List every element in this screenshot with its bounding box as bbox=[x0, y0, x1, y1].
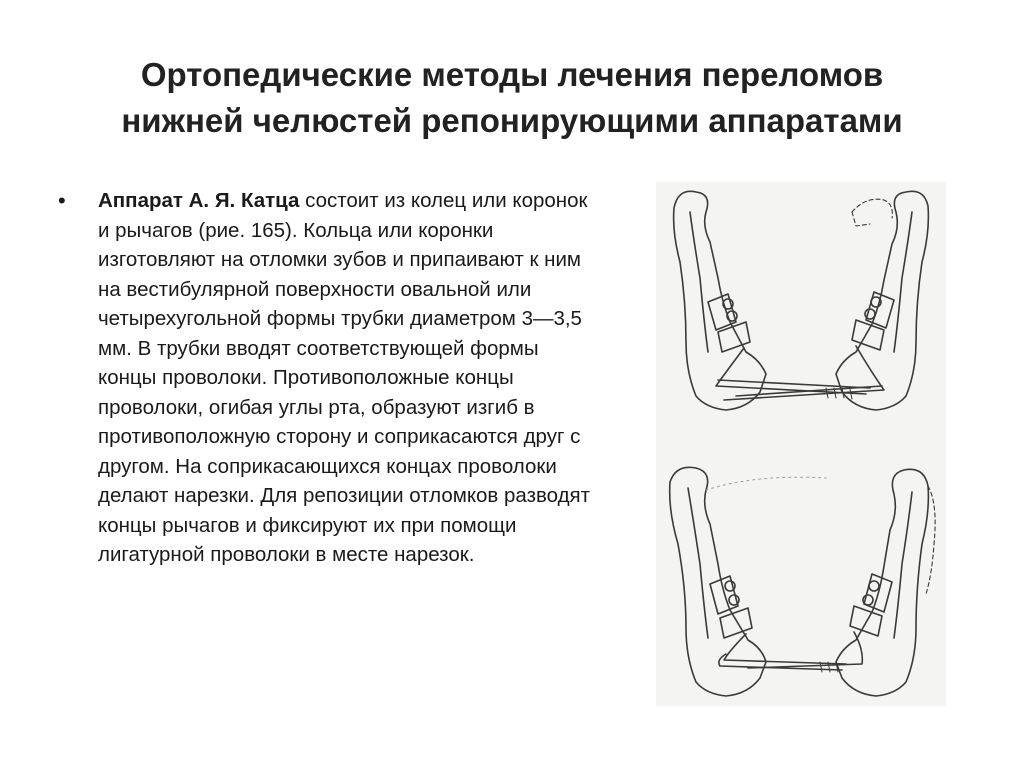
bullet-body-text: состоит из колец или коронок и рычагов (рие. 165). Кольца или коронки изготовляют на отломки зубов и припаивают к ним на вестибулярной поверхности овальной или четырехугольной формы трубки диаметром 3—3,5 мм. В трубки вводят соответствующей формы концы проволоки. Противоположные концы проволоки, огибая углы рта, образуют изгиб в противоположную сторону и соприкасаются друг с другом. На соприкасающихся концах проволоки делают нарезки. Для репозиции отломков разводят концы рычагов и фиксируют их при помощи лигатурной проволоки в месте нарезок. bbox=[98, 189, 591, 566]
bullet-marker: • bbox=[58, 188, 66, 213]
mandible-apparatus-illustration bbox=[656, 182, 946, 706]
mandible-drawing-bottom bbox=[670, 467, 935, 696]
bullet-paragraph bbox=[98, 186, 598, 570]
bullet-list bbox=[58, 186, 598, 570]
mandible-drawing-top bbox=[674, 191, 929, 410]
slide-title-line-1: Ортопедические методы лечения переломов bbox=[140, 56, 884, 93]
slide-title-line-2: нижней челюстей репонирующими аппаратами bbox=[121, 102, 903, 139]
mandible-apparatus-figure bbox=[656, 182, 946, 706]
bullet-lead-term: Аппарат А. Я. Катца bbox=[98, 189, 300, 212]
slide-title bbox=[40, 52, 984, 144]
